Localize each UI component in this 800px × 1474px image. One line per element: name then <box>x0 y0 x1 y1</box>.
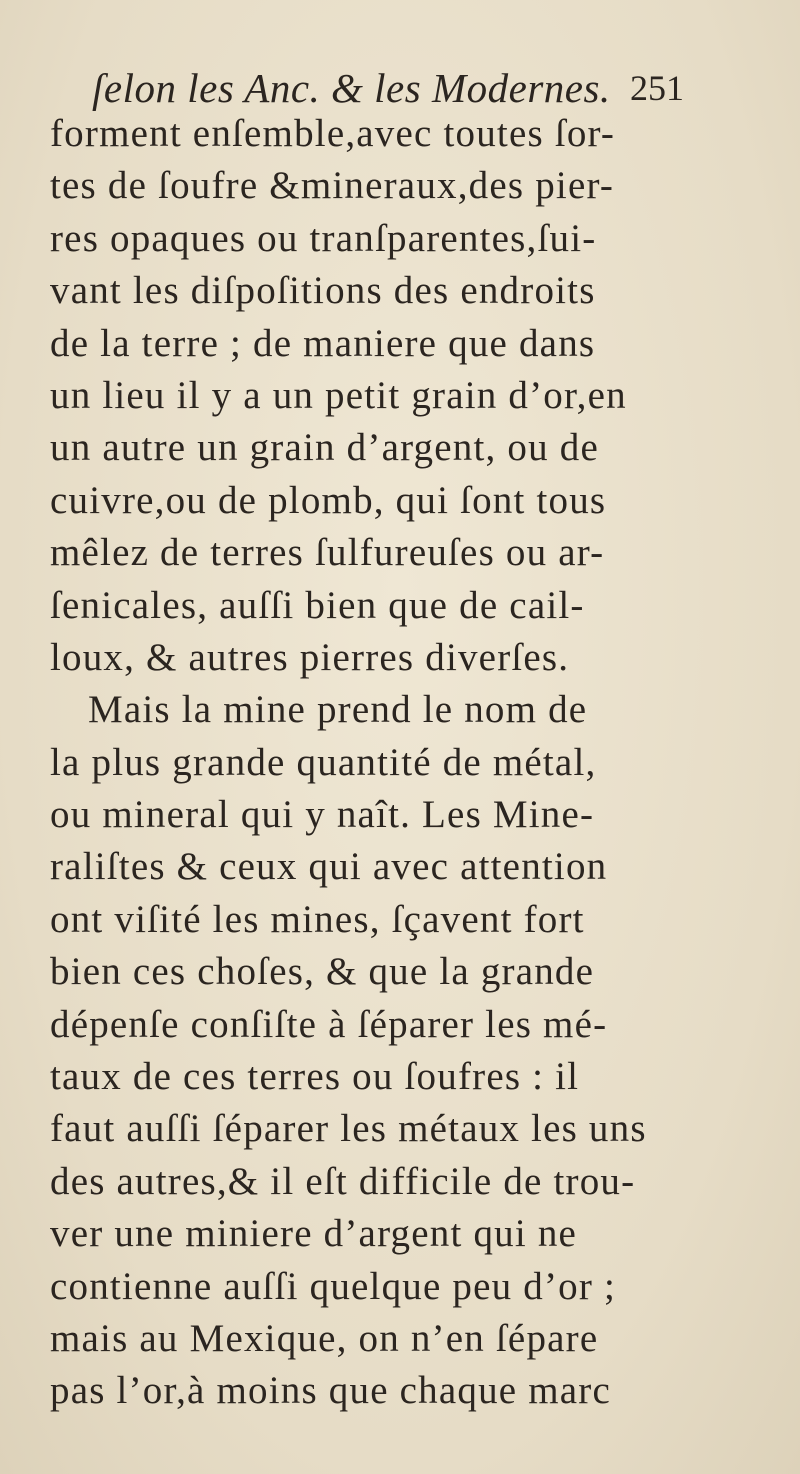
text-line: des autres,& il eſt difficile de trou- <box>50 1159 636 1203</box>
text-line: vant les diſpoſitions des endroits <box>50 269 596 313</box>
text-line: la plus grande quantité de métal, <box>50 740 597 784</box>
text-line: mêlez de terres ſulfureuſes ou ar- <box>50 531 605 575</box>
text-line: forment enſemble,avec toutes ſor- <box>50 112 616 155</box>
page-header <box>92 64 692 112</box>
text-line: dépenſe conſiſte à ſéparer les mé- <box>50 1002 608 1046</box>
text-line: bien ces choſes, & que la grande <box>50 950 595 994</box>
text-line: un lieu il y a un petit grain d’or,en <box>50 373 627 417</box>
text-line: taux de ces terres ou ſoufres : il <box>50 1055 580 1099</box>
body-text <box>50 108 770 1418</box>
text-line: un autre un grain d’argent, ou de <box>50 426 599 470</box>
text-line: de la terre ; de maniere que dans <box>50 321 596 365</box>
text-line: ou mineral qui y naît. Les Mine- <box>50 793 595 837</box>
paragraph-start-line: Mais la mine prend le nom de <box>88 688 588 732</box>
text-line: res opaques ou tranſparentes,ſui- <box>50 216 597 260</box>
running-title: ſelon les Anc. & les Modernes. <box>92 65 611 111</box>
page-number: 251 <box>630 68 684 108</box>
text-line: ſenicales, auſſi bien que de cail- <box>50 583 585 627</box>
text-line: ver une miniere d’argent qui ne <box>50 1212 578 1256</box>
text-line: tes de ſoufre &mineraux,des pier- <box>50 164 615 208</box>
text-line: faut auſſi ſéparer les métaux les uns <box>50 1107 647 1151</box>
text-line: pas l’or,à moins que chaque marc <box>50 1369 611 1413</box>
text-line: mais au Mexique, on n’en ſépare <box>50 1316 599 1360</box>
text-line: contienne auſſi quelque peu d’or ; <box>50 1264 617 1308</box>
text-line: cuivre,ou de plomb, qui ſont tous <box>50 478 607 522</box>
text-line: ont viſité les mines, ſçavent fort <box>50 897 585 941</box>
text-line: loux, & autres pierres diverſes. <box>50 635 570 679</box>
text-line: raliſtes & ceux qui avec attention <box>50 845 608 889</box>
